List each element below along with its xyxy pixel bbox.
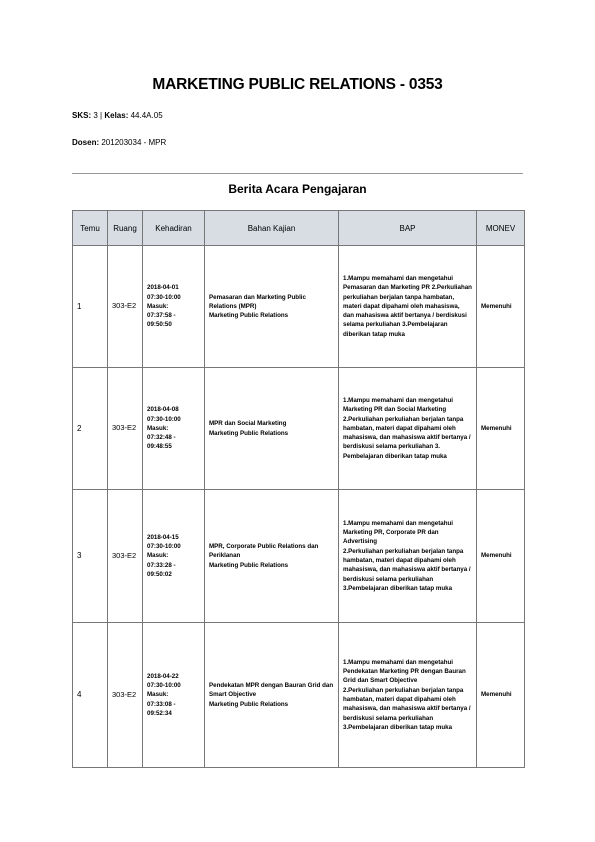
cell-temu: 3 [73, 490, 108, 623]
sks-value: 3 [93, 111, 98, 120]
lecturer-meta [72, 138, 166, 147]
cell-bap: 1.Mampu memahami dan mengetahui Marketing PR dan Social Marketing 2.Perkuliahan perkuliahan berjalan tanpa hambatan, materi dapat dipahami oleh mahasiswa, dan mahasiswa aktif bertanya / berdiskusi selama perkuliahan 3. Pembelajaran diberikan tatap muka [339, 368, 477, 490]
table-row [73, 623, 525, 768]
table-row [73, 368, 525, 490]
sks-label: SKS: [72, 111, 92, 120]
divider [72, 173, 523, 174]
header-bahan-kajian: Bahan Kajian [205, 211, 339, 246]
cell-ruang: 303-E2 [108, 368, 143, 490]
course-meta [72, 111, 163, 120]
dosen-value: 201203034 - MPR [101, 138, 167, 147]
header-monev: MONEV [477, 211, 525, 246]
table-header-row [73, 211, 525, 246]
cell-bap: 1.Mampu memahami dan mengetahui Pendekatan Marketing PR dengan Bauran Grid dan Smart Objective 2.Perkuliahan perkuliahan berjalan tanpa hambatan, materi dapat dipahami oleh mahasiswa, dan mahasiswa aktif bertanya / berdiskusi selama perkuliahan 3.Pembelajaran diberikan tatap muka [339, 623, 477, 768]
kelas-value: 44.4A.05 [130, 111, 163, 120]
cell-ruang: 303-E2 [108, 490, 143, 623]
cell-bahan-kajian: Pemasaran dan Marketing Public Relations (MPR) Marketing Public Relations [205, 246, 339, 368]
cell-kehadiran: 2018-04-15 07:30-10:00 Masuk: 07:33:28 - 09:50:02 [143, 490, 205, 623]
cell-bahan-kajian: MPR, Corporate Public Relations dan Periklanan Marketing Public Relations [205, 490, 339, 623]
cell-temu: 4 [73, 623, 108, 768]
course-title: MARKETING PUBLIC RELATIONS - 0353 [152, 76, 443, 93]
cell-temu: 1 [73, 246, 108, 368]
header-temu: Temu [73, 211, 108, 246]
cell-kehadiran: 2018-04-08 07:30-10:00 Masuk: 07:32:48 - 09:48:55 [143, 368, 205, 490]
dosen-label: Dosen: [72, 138, 100, 147]
header-bap: BAP [339, 211, 477, 246]
table-row [73, 490, 525, 623]
header-kehadiran: Kehadiran [143, 211, 205, 246]
cell-monev: Memenuhi [477, 368, 525, 490]
cell-monev: Memenuhi [477, 490, 525, 623]
cell-bahan-kajian: MPR dan Social Marketing Marketing Public Relations [205, 368, 339, 490]
cell-monev: Memenuhi [477, 246, 525, 368]
cell-bap: 1.Mampu memahami dan mengetahui Pemasaran dan Marketing PR 2.Perkuliahan perkuliahan berjalan tanpa hambatan, materi dapat dipahami oleh mahasiswa, dan mahasiswa aktif bertanya / berdiskusi selama perkuliahan 3.Pembelajaran diberikan tatap muka [339, 246, 477, 368]
header-ruang: Ruang [108, 211, 143, 246]
cell-ruang: 303-E2 [108, 246, 143, 368]
table-row [73, 246, 525, 368]
cell-ruang: 303-E2 [108, 623, 143, 768]
teaching-record-table [72, 210, 525, 768]
cell-temu: 2 [73, 368, 108, 490]
cell-kehadiran: 2018-04-22 07:30-10:00 Masuk: 07:33:08 - 09:52:34 [143, 623, 205, 768]
cell-kehadiran: 2018-04-01 07:30-10:00 Masuk: 07:37:58 - 09:50:50 [143, 246, 205, 368]
cell-monev: Memenuhi [477, 623, 525, 768]
section-title: Berita Acara Pengajaran [228, 182, 367, 196]
cell-bahan-kajian: Pendekatan MPR dengan Bauran Grid dan Smart Objective Marketing Public Relations [205, 623, 339, 768]
cell-bap: 1.Mampu memahami dan mengetahui Marketing PR, Corporate PR dan Advertising 2.Perkuliahan perkuliahan berjalan tanpa hambatan, materi dapat dipahami oleh mahasiswa, dan mahasiswa aktif bertanya / berdiskusi selama perkuliahan 3.Pembelajaran diberikan tatap muka [339, 490, 477, 623]
kelas-label: Kelas: [104, 111, 129, 120]
meta-separator: | [100, 111, 103, 120]
